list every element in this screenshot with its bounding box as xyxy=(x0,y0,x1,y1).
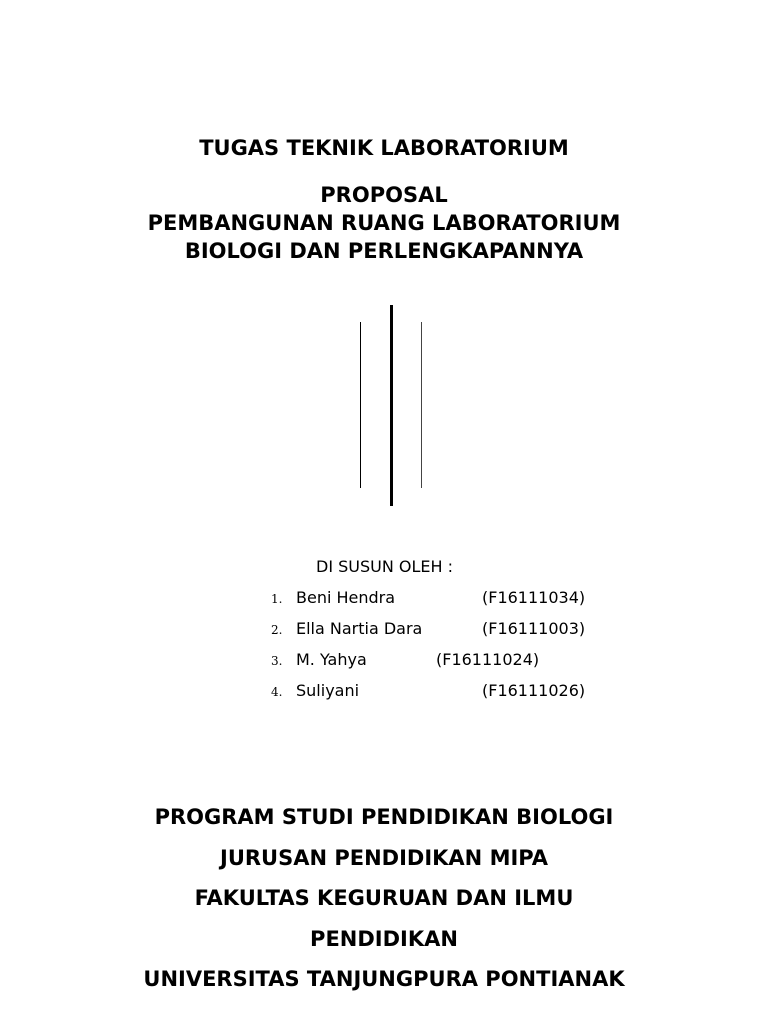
decorative-line-left xyxy=(360,322,361,488)
institution-department: JURUSAN PENDIDIKAN MIPA xyxy=(220,845,548,870)
institution-block xyxy=(0,800,768,1003)
institution-faculty: FAKULTAS KEGURUAN DAN ILMU xyxy=(194,886,574,910)
institution-faculty-continued: PENDIDIKAN xyxy=(310,926,458,951)
proposal-subject-line-1: PEMBANGUNAN RUANG LABORATORIUM xyxy=(147,211,621,235)
author-student-id: (F16111003) xyxy=(482,619,586,638)
document-title: TUGAS TEKNIK LABORATORIUM xyxy=(199,136,569,160)
institution-university: UNIVERSITAS TANJUNGPURA PONTIANAK xyxy=(143,967,625,991)
author-number: 1. xyxy=(271,592,283,606)
authors-heading: DI SUSUN OLEH : xyxy=(316,557,454,576)
author-number: 3. xyxy=(271,654,283,668)
proposal-subject-line-2: BIOLOGI DAN PERLENGKAPANNYA xyxy=(184,239,584,263)
decorative-line-right xyxy=(421,322,422,488)
author-name: M. Yahya xyxy=(296,650,367,669)
proposal-heading xyxy=(0,181,768,265)
institution-program: PROGRAM STUDI PENDIDIKAN BIOLOGI xyxy=(154,805,614,829)
author-student-id: (F16111026) xyxy=(482,681,586,700)
decorative-line-center xyxy=(390,305,393,506)
author-name: Beni Hendra xyxy=(296,588,396,607)
proposal-label: PROPOSAL xyxy=(320,183,448,207)
author-number: 4. xyxy=(271,685,283,699)
author-name: Ella Nartia Dara xyxy=(296,619,423,638)
author-student-id: (F16111034) xyxy=(482,588,586,607)
author-student-id: (F16111024) xyxy=(436,650,540,669)
author-name: Suliyani xyxy=(296,681,360,700)
author-number: 2. xyxy=(271,623,283,637)
